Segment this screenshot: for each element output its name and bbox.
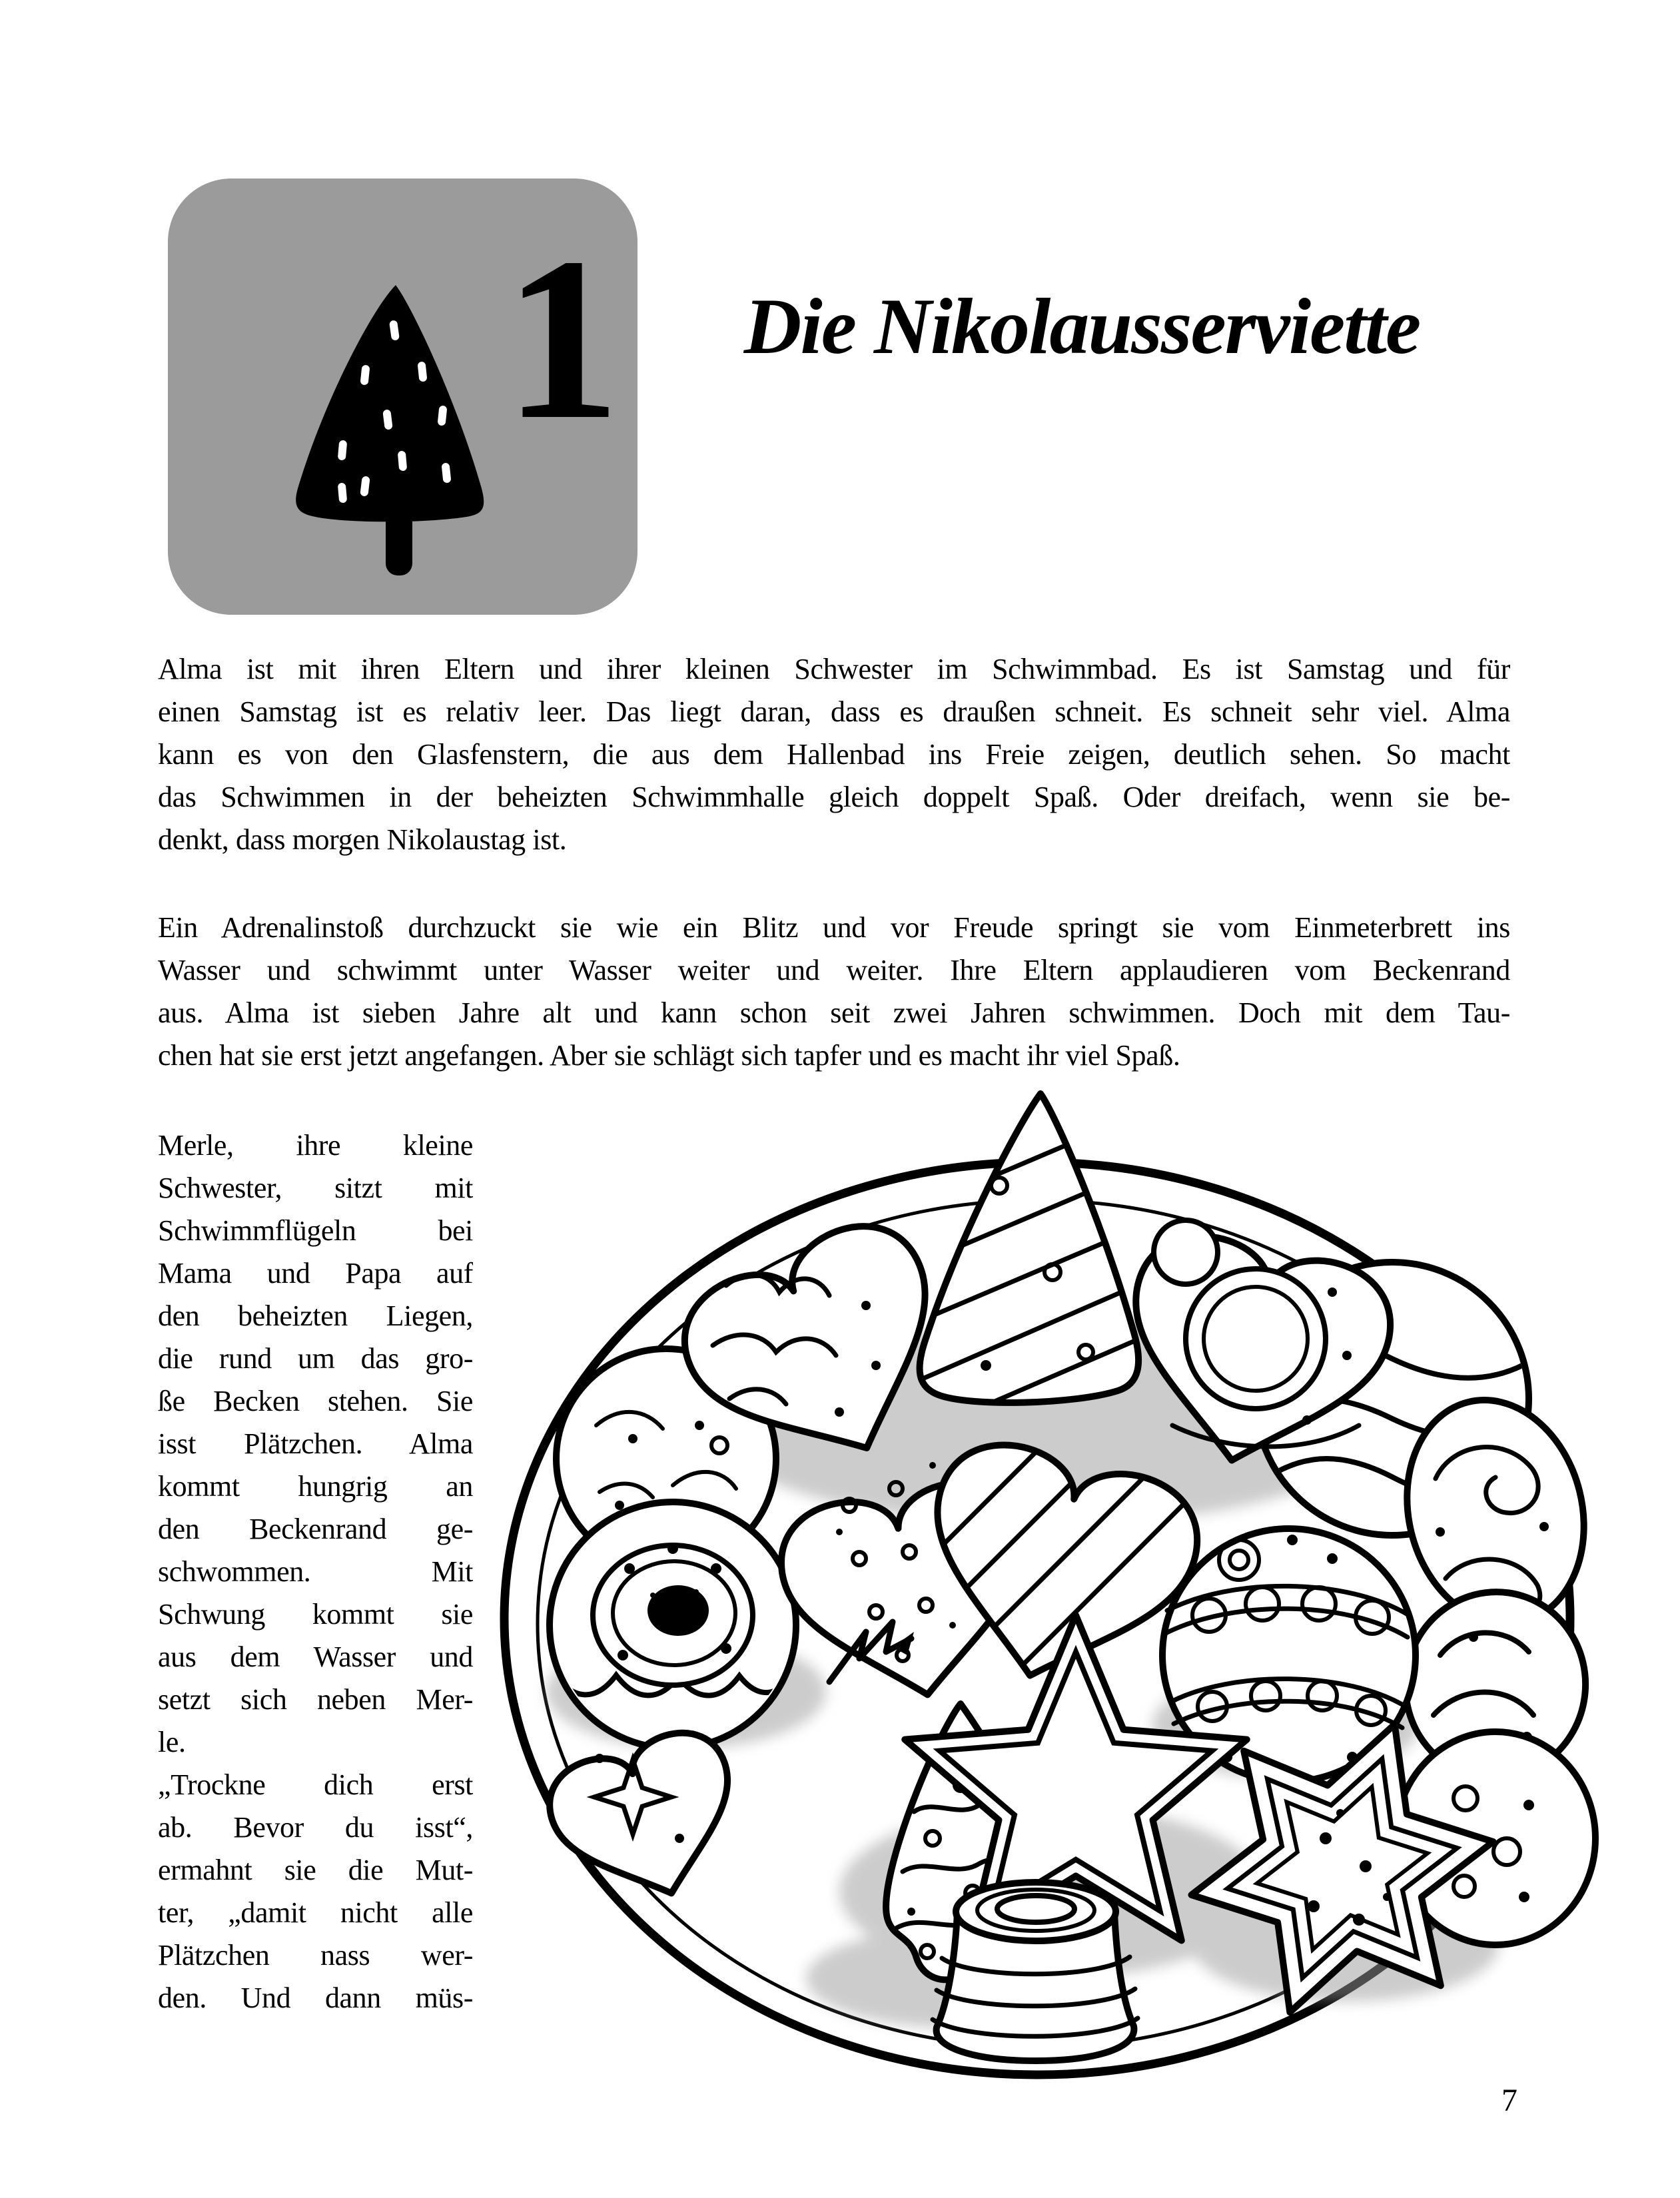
text-line: Schwester, sitzt mit (158, 1172, 473, 1204)
text-column (158, 1124, 473, 2019)
text-line: Wasser und schwimmt unter Wasser weiter und weiter. Ihre Eltern applaudieren vom Beckenrand (158, 954, 1510, 986)
chapter-badge (168, 179, 637, 615)
text-line: Schwung kommt sie (158, 1598, 473, 1631)
paragraph-1 (158, 648, 1510, 861)
text-line: die rund um das gro- (158, 1342, 473, 1375)
text-line: le. (158, 1726, 186, 1758)
text-line: das Schwimmen in der beheizten Schwimmhalle gleich doppelt Spaß. Oder dreifach, wenn sie be- (158, 781, 1510, 813)
text-line: einen Samstag ist es relativ leer. Das liegt daran, dass es draußen schneit. Es schneit sehr viel. Alma (158, 695, 1510, 728)
text-line: ab. Bevor du isst“, (158, 1811, 473, 1844)
text-line: denkt, dass morgen Nikolaustag ist. (158, 823, 567, 856)
text-line: den. Und dann müs- (158, 1982, 473, 2014)
paragraph-2 (158, 907, 1510, 1077)
text-line: Mama und Papa auf (158, 1257, 473, 1289)
text-line: isst Plätzchen. Alma (158, 1427, 473, 1460)
page-number: 7 (1501, 2083, 1517, 2118)
chapter-title: Die Nikolausserviette (743, 282, 1420, 370)
text-line: ße Becken stehen. Sie (158, 1385, 473, 1417)
text-line: „Trockne dich erst (158, 1768, 473, 1801)
cookie-plate-illustration (466, 1052, 1599, 2091)
text-line: Alma ist mit ihren Eltern und ihrer kleinen Schwester im Schwimmbad. Es ist Samstag und für (158, 653, 1510, 685)
text-line: aus dem Wasser und (158, 1641, 473, 1673)
text-line: schwommen. Mit (158, 1555, 473, 1588)
text-line: Merle, ihre kleine (158, 1129, 473, 1162)
text-line: den Beckenrand ge- (158, 1513, 473, 1545)
text-line: Plätzchen nass wer- (158, 1939, 473, 1972)
text-line: kommt hungrig an (158, 1470, 473, 1503)
christmas-tree-icon (168, 179, 637, 615)
text-line: ermahnt sie die Mut- (158, 1854, 473, 1886)
text-line: kann es von den Glasfenstern, die aus dem Hallenbad ins Freie zeigen, deutlich sehen. So macht (158, 738, 1510, 771)
text-line: ter, „damit nicht alle (158, 1896, 473, 1929)
text-line: Schwimmflügeln bei (158, 1214, 473, 1247)
text-line: chen hat sie erst jetzt angefangen. Aber sie schlägt sich tapfer und es macht ihr viel Spaß. (158, 1039, 1180, 1072)
text-line: aus. Alma ist sieben Jahre alt und kann schon seit zwei Jahren schwimmen. Doch mit dem Tau- (158, 996, 1510, 1029)
text-line: Ein Adrenalinstoß durchzuckt sie wie ein Blitz und vor Freude springt sie vom Einmeterbrett ins (158, 911, 1510, 944)
chapter-number: 1 (504, 209, 621, 468)
text-line: setzt sich neben Mer- (158, 1683, 473, 1716)
text-line: den beheizten Liegen, (158, 1299, 473, 1332)
